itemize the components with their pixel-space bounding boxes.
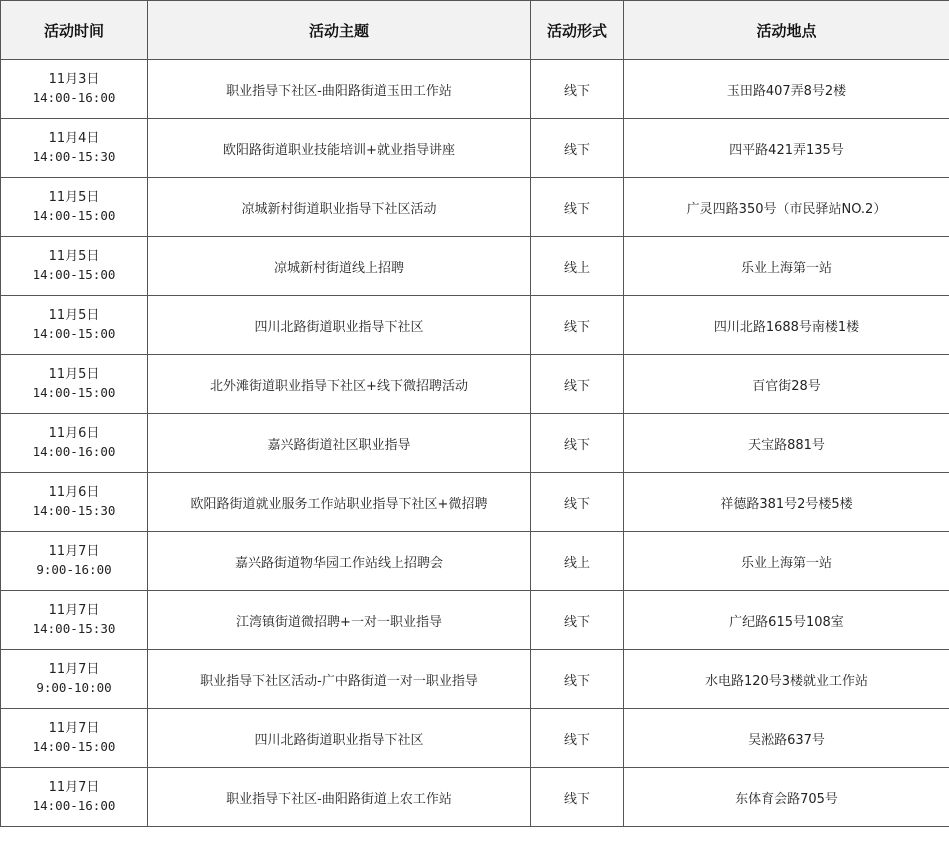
cell-location: 广灵四路350号（市民驿站NO.2） [624, 178, 949, 237]
cell-time [1, 60, 148, 119]
cell-time [1, 591, 148, 650]
activity-date: 11月4日 [48, 131, 100, 146]
cell-location: 四川北路1688号南楼1楼 [624, 296, 949, 355]
cell-theme: 职业指导下社区-曲阳路街道玉田工作站 [148, 60, 531, 119]
header-row [1, 1, 949, 60]
table-row [1, 591, 949, 650]
table-row [1, 178, 949, 237]
cell-theme: 嘉兴路街道社区职业指导 [148, 414, 531, 473]
activity-time-range: 14:00-15:00 [32, 267, 116, 282]
cell-format: 线下 [531, 296, 624, 355]
table-row [1, 414, 949, 473]
cell-time [1, 473, 148, 532]
cell-theme: 职业指导下社区活动-广中路街道一对一职业指导 [148, 650, 531, 709]
table-row [1, 355, 949, 414]
cell-location: 玉田路407弄8号2楼 [624, 60, 949, 119]
activity-date: 11月5日 [48, 249, 100, 264]
table-row [1, 768, 949, 827]
table-body [1, 60, 949, 827]
cell-format: 线上 [531, 237, 624, 296]
cell-format: 线下 [531, 119, 624, 178]
cell-location: 广纪路615号108室 [624, 591, 949, 650]
activity-date: 11月7日 [48, 662, 100, 677]
activity-time-range: 14:00-15:30 [32, 149, 116, 164]
cell-theme: 凉城新村街道线上招聘 [148, 237, 531, 296]
cell-location: 乐业上海第一站 [624, 237, 949, 296]
cell-location: 四平路421弄135号 [624, 119, 949, 178]
activity-time-range: 14:00-15:30 [32, 621, 116, 636]
cell-format: 线下 [531, 60, 624, 119]
activity-date: 11月6日 [48, 426, 100, 441]
cell-format: 线下 [531, 650, 624, 709]
activity-time-range: 14:00-15:00 [32, 739, 116, 754]
cell-time [1, 414, 148, 473]
cell-format: 线下 [531, 178, 624, 237]
activity-time-range: 14:00-15:30 [32, 503, 116, 518]
cell-location: 吴淞路637号 [624, 709, 949, 768]
cell-theme: 凉城新村街道职业指导下社区活动 [148, 178, 531, 237]
activity-time-range: 9:00-16:00 [36, 562, 112, 577]
table-row [1, 650, 949, 709]
cell-theme: 北外滩街道职业指导下社区+线下微招聘活动 [148, 355, 531, 414]
cell-location: 祥德路381号2号楼5楼 [624, 473, 949, 532]
cell-time [1, 119, 148, 178]
table-row [1, 60, 949, 119]
activity-time-range: 14:00-15:00 [32, 208, 116, 223]
header-location: 活动地点 [624, 1, 949, 60]
activity-time-range: 9:00-10:00 [36, 680, 112, 695]
table-row [1, 296, 949, 355]
cell-time [1, 296, 148, 355]
table-row [1, 119, 949, 178]
cell-theme: 嘉兴路街道物华园工作站线上招聘会 [148, 532, 531, 591]
cell-format: 线下 [531, 414, 624, 473]
activity-date: 11月6日 [48, 485, 100, 500]
cell-format: 线下 [531, 355, 624, 414]
table-header [1, 1, 949, 60]
table-row [1, 237, 949, 296]
cell-time [1, 237, 148, 296]
activity-time-range: 14:00-15:00 [32, 326, 116, 341]
cell-time [1, 768, 148, 827]
cell-time [1, 355, 148, 414]
activity-date: 11月3日 [48, 72, 100, 87]
activity-date: 11月5日 [48, 308, 100, 323]
activity-time-range: 14:00-15:00 [32, 385, 116, 400]
cell-theme: 四川北路街道职业指导下社区 [148, 709, 531, 768]
cell-time [1, 709, 148, 768]
cell-format: 线下 [531, 768, 624, 827]
activity-date: 11月7日 [48, 721, 100, 736]
activity-date: 11月7日 [48, 603, 100, 618]
table-row [1, 532, 949, 591]
cell-location: 乐业上海第一站 [624, 532, 949, 591]
cell-location: 百官街28号 [624, 355, 949, 414]
activity-time-range: 14:00-16:00 [32, 798, 116, 813]
cell-theme: 职业指导下社区-曲阳路街道上农工作站 [148, 768, 531, 827]
header-theme: 活动主题 [148, 1, 531, 60]
header-time: 活动时间 [1, 1, 148, 60]
header-format: 活动形式 [531, 1, 624, 60]
cell-location: 东体育会路705号 [624, 768, 949, 827]
cell-format: 线下 [531, 709, 624, 768]
activity-time-range: 14:00-16:00 [32, 444, 116, 459]
cell-format: 线下 [531, 473, 624, 532]
activity-time-range: 14:00-16:00 [32, 90, 116, 105]
cell-time [1, 532, 148, 591]
activity-date: 11月5日 [48, 367, 100, 382]
activity-date: 11月7日 [48, 780, 100, 795]
cell-time [1, 178, 148, 237]
cell-format: 线下 [531, 591, 624, 650]
activity-date: 11月5日 [48, 190, 100, 205]
cell-theme: 四川北路街道职业指导下社区 [148, 296, 531, 355]
cell-theme: 欧阳路街道就业服务工作站职业指导下社区+微招聘 [148, 473, 531, 532]
cell-format: 线上 [531, 532, 624, 591]
cell-theme: 欧阳路街道职业技能培训+就业指导讲座 [148, 119, 531, 178]
table-row [1, 709, 949, 768]
cell-theme: 江湾镇街道微招聘+一对一职业指导 [148, 591, 531, 650]
cell-time [1, 650, 148, 709]
table-row [1, 473, 949, 532]
cell-location: 水电路120号3楼就业工作站 [624, 650, 949, 709]
activity-date: 11月7日 [48, 544, 100, 559]
cell-location: 天宝路881号 [624, 414, 949, 473]
